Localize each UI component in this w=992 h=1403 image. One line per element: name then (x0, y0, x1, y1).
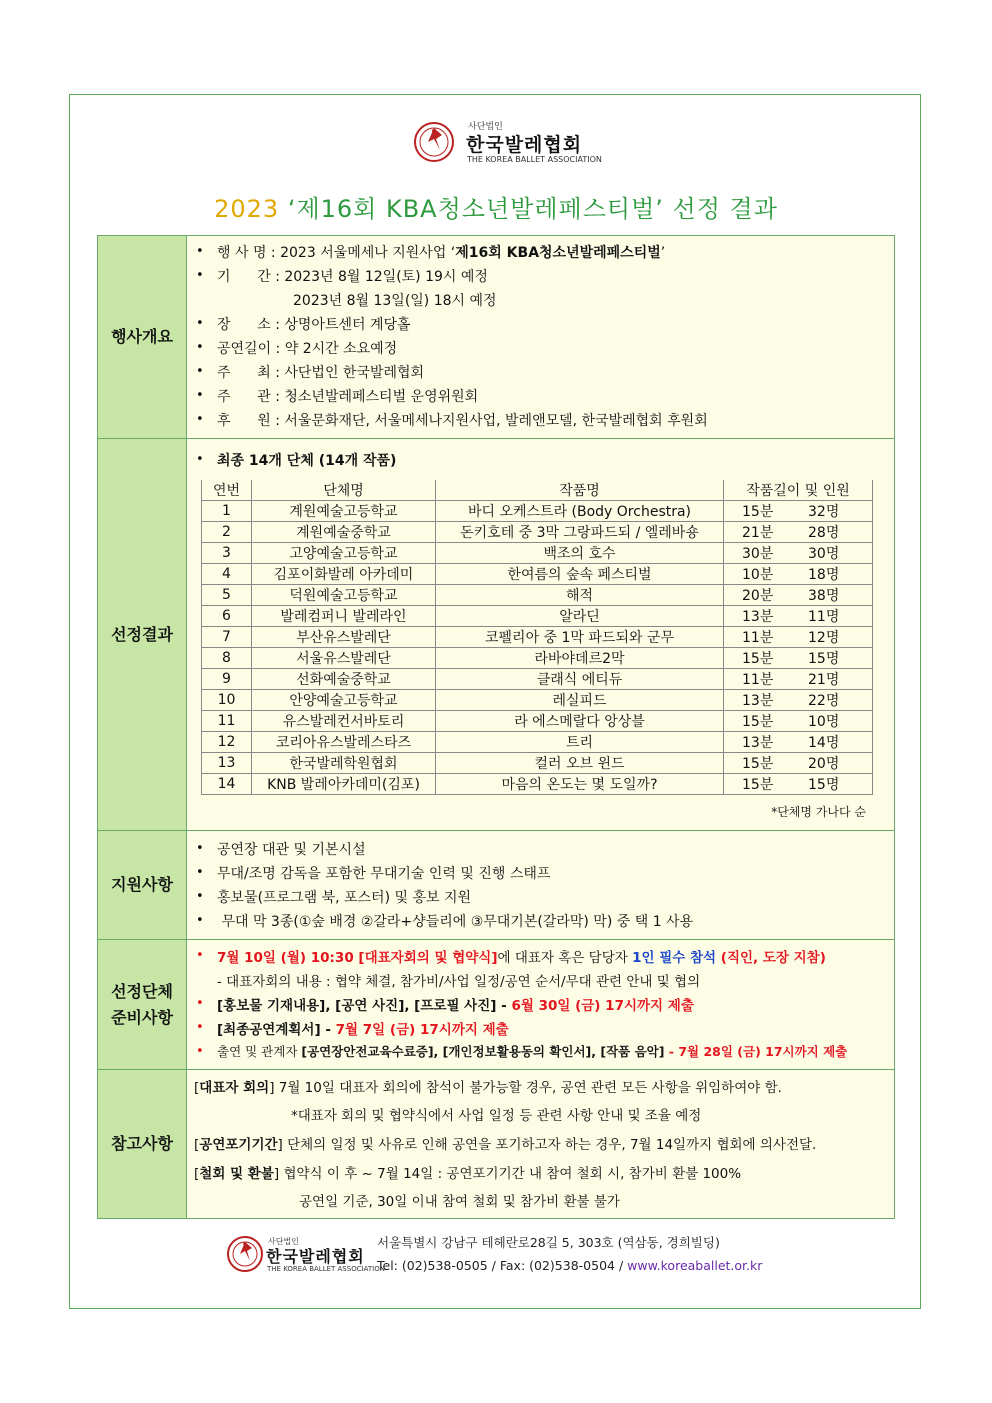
cell-no: 6 (202, 606, 252, 627)
cell-length (724, 732, 873, 753)
cell-length (724, 501, 873, 522)
col-header-work: 작품명 (436, 480, 724, 501)
cell-work: 컬러 오브 윈드 (436, 753, 724, 774)
prep-meeting-detail: - 대표자회의 내용 : 협약 체결, 참가비/사업 일정/공연 순서/무대 관련 안내 및 협의 (217, 974, 701, 990)
cell-no: 14 (202, 774, 252, 795)
cell-no: 7 (202, 627, 252, 648)
cell-performers: 11명 (808, 609, 840, 625)
cell-no: 9 (202, 669, 252, 690)
cell-group: 덕원예술고등학교 (252, 585, 436, 606)
footer-contact (377, 1258, 762, 1273)
table-row (202, 711, 873, 732)
table-row (202, 564, 873, 585)
support-section (97, 830, 895, 940)
overview-period: 기 간 : 2023년 8월 12일(토) 19시 예정 (217, 269, 488, 285)
bullet-icon: • (196, 948, 204, 963)
cell-performers: 28명 (808, 525, 840, 541)
table-row (202, 648, 873, 669)
table-row (202, 606, 873, 627)
col-header-no: 연번 (202, 480, 252, 501)
table-row (202, 543, 873, 564)
cell-no: 5 (202, 585, 252, 606)
bullet-icon: • (196, 1020, 204, 1035)
selection-section (97, 438, 895, 831)
cell-group: 안양예술고등학교 (252, 690, 436, 711)
overview-host: 주 최 : 사단법인 한국발레협회 (217, 365, 425, 381)
cell-duration: 20분 (742, 588, 774, 604)
support-item: 공연장 대관 및 기본시설 (217, 842, 366, 858)
overview-organizer: 주 관 : 청소년발레페스티벌 운영위원회 (217, 389, 479, 405)
table-row (202, 501, 873, 522)
table-row (202, 732, 873, 753)
cell-work: 코펠리아 중 1막 파드되와 군무 (436, 627, 724, 648)
cell-no: 8 (202, 648, 252, 669)
cell-group: 계원예술중학교 (252, 522, 436, 543)
support-item: 무대 막 3종(①숲 배경 ②갈라+샹들리에 ③무대기본(갈라막) 막) 중 택 1 사용 (217, 914, 694, 930)
ref-withdraw-period: [공연포기기간] 단체의 일정 및 사유로 인해 공연을 포기하고자 하는 경우, 7월 14일까지 협회에 의사전달. (194, 1137, 817, 1153)
bullet-icon: • (196, 913, 204, 928)
cell-no: 10 (202, 690, 252, 711)
org-name: 한국발레협회 (466, 134, 583, 156)
table-row (202, 669, 873, 690)
cell-work: 트리 (436, 732, 724, 753)
cell-duration: 13분 (742, 609, 774, 625)
ref-meeting: [대표자 회의] 7월 10일 대표자 회의에 참석이 불가능할 경우, 공연 관련 모든 사항을 위임하여야 함. (194, 1080, 782, 1096)
cell-duration: 15분 (742, 777, 774, 793)
bullet-icon: • (196, 1044, 204, 1059)
page-title (0, 189, 992, 224)
cell-length (724, 690, 873, 711)
footer-org-small: 사단법인 (268, 1237, 299, 1246)
cell-no: 12 (202, 732, 252, 753)
cell-work: 클래식 에티듀 (436, 669, 724, 690)
support-item: 무대/조명 감독을 포함한 무대기술 인력 및 진행 스태프 (217, 866, 551, 882)
overview-venue: 장 소 : 상명아트센터 계당홀 (217, 317, 411, 333)
support-content (187, 831, 894, 939)
cell-performers: 32명 (808, 504, 840, 520)
cell-group: 발레컴퍼니 발레라인 (252, 606, 436, 627)
cell-performers: 18명 (808, 567, 840, 583)
reference-label: 참고사항 (98, 1070, 187, 1218)
table-row (202, 774, 873, 795)
cell-work: 한여름의 숲속 페스티벌 (436, 564, 724, 585)
bullet-icon: • (196, 340, 204, 355)
cell-work: 돈키호테 중 3막 그랑파드되 / 엘레바숑 (436, 522, 724, 543)
overview-period-2: 2023년 8월 13일(일) 18시 예정 (293, 293, 497, 309)
works-table (201, 480, 873, 795)
cell-duration: 11분 (742, 672, 774, 688)
cell-duration: 13분 (742, 693, 774, 709)
cell-performers: 30명 (808, 546, 840, 562)
org-english-name: THE KOREA BALLET ASSOCIATION (467, 155, 602, 164)
selection-summary: 최종 14개 단체 (14개 작품) (217, 453, 397, 469)
cell-work: 레실피드 (436, 690, 724, 711)
reference-content (187, 1070, 894, 1218)
bullet-icon: • (196, 388, 204, 403)
bullet-icon: • (196, 452, 204, 467)
cell-length (724, 669, 873, 690)
footer-address: 서울특별시 강남구 테헤란로28길 5, 303호 (역삼동, 경희빌딩) (377, 1235, 720, 1250)
cell-duration: 10분 (742, 567, 774, 583)
sort-note: *단체명 가나다 순 (771, 805, 866, 819)
cell-work: 라바야데르2막 (436, 648, 724, 669)
bullet-icon: • (196, 865, 204, 880)
works-table-body (202, 501, 873, 795)
cell-length (724, 564, 873, 585)
bullet-icon: • (196, 268, 204, 283)
cell-group: 서울유스발레단 (252, 648, 436, 669)
support-label: 지원사항 (98, 831, 187, 939)
bullet-icon: • (196, 364, 204, 379)
cell-work: 바디 오케스트라 (Body Orchestra) (436, 501, 724, 522)
ref-meeting-note: *대표자 회의 및 협약식에서 사업 일정 등 관련 사항 안내 및 조율 예정 (291, 1108, 702, 1124)
col-header-group: 단체명 (252, 480, 436, 501)
cell-work: 알라딘 (436, 606, 724, 627)
selection-label: 선정결과 (98, 439, 187, 830)
cell-group: 고양예술고등학교 (252, 543, 436, 564)
bullet-icon: • (196, 841, 204, 856)
table-row (202, 690, 873, 711)
overview-length: 공연길이 : 약 2시간 소요예정 (217, 341, 398, 357)
table-header-row (202, 480, 873, 501)
cell-work: 해적 (436, 585, 724, 606)
col-header-length: 작품길이 및 인원 (724, 480, 873, 501)
cell-performers: 15명 (808, 651, 840, 667)
cell-length (724, 711, 873, 732)
cell-no: 3 (202, 543, 252, 564)
bullet-icon: • (196, 996, 204, 1011)
title-year: 2023 (214, 195, 280, 223)
footer-org-name: 한국발레협회 (266, 1247, 365, 1266)
cell-duration: 15분 (742, 651, 774, 667)
cell-no: 11 (202, 711, 252, 732)
cell-no: 1 (202, 501, 252, 522)
cell-work: 마음의 온도는 몇 도일까? (436, 774, 724, 795)
bullet-icon: • (196, 889, 204, 904)
cell-length (724, 753, 873, 774)
cell-length (724, 585, 873, 606)
cell-no: 13 (202, 753, 252, 774)
preparation-content (187, 940, 894, 1069)
prep-plan: [최종공연계획서] - 7월 7일 (금) 17시까지 제출 (217, 1022, 509, 1038)
cell-performers: 14명 (808, 735, 840, 751)
prep-meeting: 7월 10일 (월) 10:30 [대표자회의 및 협약식]에 대표자 혹은 담당자 1인 필수 참석 (직인, 도장 지참) (217, 950, 826, 966)
org-small-label: 사단법인 (468, 122, 503, 132)
cell-length (724, 648, 873, 669)
cell-duration: 15분 (742, 504, 774, 520)
overview-event-name: 행 사 명 : 2023 서울메세나 지원사업 ‘제16회 KBA청소년발레페스티벌’ (217, 245, 666, 261)
cell-length (724, 543, 873, 564)
overview-content (187, 236, 894, 438)
cell-group: KNB 발레아카데미(김포) (252, 774, 436, 795)
cell-performers: 22명 (808, 693, 840, 709)
cell-length (724, 627, 873, 648)
table-row (202, 522, 873, 543)
cell-length (724, 774, 873, 795)
cell-duration: 13분 (742, 735, 774, 751)
cell-performers: 12명 (808, 630, 840, 646)
cell-performers: 10명 (808, 714, 840, 730)
cell-group: 부산유스발레단 (252, 627, 436, 648)
selection-content (187, 439, 894, 830)
bullet-icon: • (196, 412, 204, 427)
cell-work: 백조의 호수 (436, 543, 724, 564)
cell-duration: 15분 (742, 756, 774, 772)
ref-refund: [철회 및 환불] 협약식 이 후 ~ 7월 14일 : 공연포기기간 내 참여 철회 시, 참가비 환불 100% (194, 1166, 742, 1182)
cell-group: 한국발레학원협회 (252, 753, 436, 774)
cell-duration: 15분 (742, 714, 774, 730)
cell-performers: 38명 (808, 588, 840, 604)
reference-section (97, 1069, 895, 1219)
cell-group: 코리아유스발레스타즈 (252, 732, 436, 753)
cell-duration: 21분 (742, 525, 774, 541)
overview-label: 행사개요 (98, 236, 187, 438)
cell-duration: 30분 (742, 546, 774, 562)
cell-performers: 15명 (808, 777, 840, 793)
bullet-icon: • (196, 316, 204, 331)
table-row (202, 627, 873, 648)
cell-performers: 21명 (808, 672, 840, 688)
preparation-section (97, 939, 895, 1070)
cell-duration: 11분 (742, 630, 774, 646)
footer-tel-fax: Tel: (02)538-0505 / Fax: (02)538-0504 / (377, 1258, 628, 1273)
support-item: 홍보물(프로그램 북, 포스터) 및 홍보 지원 (217, 890, 472, 906)
cell-length (724, 522, 873, 543)
cell-performers: 20명 (808, 756, 840, 772)
title-text: ‘제16회 KBA청소년발레페스티벌’ 선정 결과 (287, 195, 778, 223)
prep-documents: 출연 및 관계자 [공연장안전교육수료증], [개인정보활용동의 확인서], [작품 음악] - 7월 28일 (금) 17시까지 제출 (217, 1044, 848, 1059)
cell-no: 4 (202, 564, 252, 585)
preparation-label: 선정단체 준비사항 (98, 940, 187, 1069)
cell-work: 라 에스메랄다 앙상블 (436, 711, 724, 732)
table-row (202, 585, 873, 606)
overview-section (97, 235, 895, 439)
cell-group: 계원예술고등학교 (252, 501, 436, 522)
ref-refund-note: 공연일 기준, 30일 이내 참여 철회 및 참가비 환불 불가 (299, 1194, 620, 1210)
cell-length (724, 606, 873, 627)
cell-group: 선화예술중학교 (252, 669, 436, 690)
footer-org-english: THE KOREA BALLET ASSOCIATION (267, 1265, 385, 1273)
overview-sponsor: 후 원 : 서울문화재단, 서울메세나지원사업, 발레앤모델, 한국발레협회 후원회 (217, 413, 708, 429)
cell-group: 김포이화발레 아카데미 (252, 564, 436, 585)
prep-promo: [홍보물 기재내용], [공연 사진], [프로필 사진] - 6월 30일 (금) 17시까지 제출 (217, 998, 694, 1014)
table-row (202, 753, 873, 774)
bullet-icon: • (196, 244, 204, 259)
cell-no: 2 (202, 522, 252, 543)
cell-group: 유스발레컨서바토리 (252, 711, 436, 732)
footer-website-link[interactable]: www.koreaballet.or.kr (627, 1258, 763, 1273)
